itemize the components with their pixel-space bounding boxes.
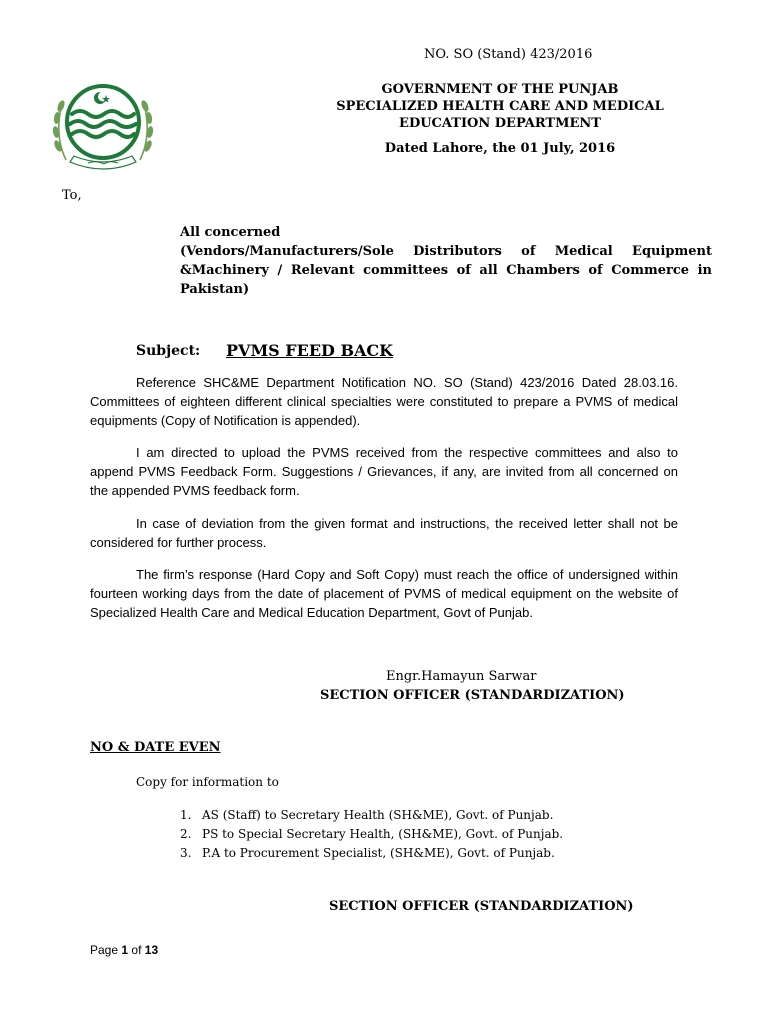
signatory-title: SECTION OFFICER (STANDARDIZATION) bbox=[320, 688, 625, 703]
list-item bbox=[180, 844, 563, 863]
second-signatory-title: SECTION OFFICER (STANDARDIZATION) bbox=[329, 899, 634, 914]
header-line-department: SPECIALIZED HEALTH CARE AND MEDICAL bbox=[336, 99, 664, 114]
reference-number: NO. SO (Stand) 423/2016 bbox=[424, 47, 593, 62]
to-label: To, bbox=[62, 188, 82, 203]
list-item bbox=[180, 806, 563, 825]
signatory-name: Engr.Hamayun Sarwar bbox=[386, 669, 537, 684]
page-total: 13 bbox=[144, 943, 159, 957]
page-footer bbox=[90, 943, 158, 957]
list-item bbox=[180, 825, 563, 844]
copy-for-information: Copy for information to bbox=[136, 775, 279, 789]
list-item-text: AS (Staff) to Secretary Health (SH&ME), Govt. of Punjab. bbox=[202, 808, 554, 822]
addressee-line: &Machinery / Relevant committees of all Chambers of Commerce in bbox=[180, 263, 712, 278]
no-and-date-even: NO & DATE EVEN bbox=[90, 740, 221, 755]
subject-label: Subject: bbox=[136, 343, 201, 359]
subject-text: PVMS FEED BACK bbox=[226, 341, 394, 360]
addressee-line: Pakistan) bbox=[180, 282, 250, 297]
punjab-government-emblem bbox=[48, 80, 158, 176]
list-item-number: 3. bbox=[180, 846, 192, 860]
list-item-number: 2. bbox=[180, 827, 192, 841]
copy-recipient-list bbox=[180, 806, 563, 863]
list-item-text: P.A to Procurement Specialist, (SH&ME), Govt. of Punjab. bbox=[202, 846, 555, 860]
list-item-number: 1. bbox=[180, 808, 192, 822]
header-line-education: EDUCATION DEPARTMENT bbox=[399, 116, 601, 131]
page-word: Page bbox=[90, 943, 119, 957]
page-number: 1 bbox=[121, 943, 129, 957]
list-item-text: PS to Special Secretary Health, (SH&ME), Govt. of Punjab. bbox=[202, 827, 564, 841]
addressee-line: (Vendors/Manufacturers/Sole Distributors of Medical Equipment bbox=[180, 244, 712, 259]
body-paragraph: The firm’s response (Hard Copy and Soft Copy) must reach the office of undersigned within fourteen working days from the date of placement of PVMS of medical equipment on the website of Specialized Health Care and Medical Education Department, Govt of Punjab. bbox=[90, 567, 678, 620]
body-paragraph: In case of deviation from the given format and instructions, the received letter shall not be considered for further process. bbox=[90, 516, 678, 550]
header-line-government: GOVERNMENT OF THE PUNJAB bbox=[381, 82, 619, 97]
addressee-line: All concerned bbox=[180, 225, 281, 240]
dated-line: Dated Lahore, the 01 July, 2016 bbox=[384, 141, 616, 156]
body-paragraph: I am directed to upload the PVMS received from the respective committees and also to append PVMS Feedback Form. Suggestions / Grievances, if any, are invited from all concerned on the appended PVMS feedback form. bbox=[90, 445, 678, 498]
of-word: of bbox=[131, 943, 142, 957]
body-paragraph: Reference SHC&ME Department Notification NO. SO (Stand) 423/2016 Dated 28.03.16. Committees of eighteen different clinical specialties were constituted to prepare a PVMS of medical equipments (Copy of Notification is appended). bbox=[90, 375, 678, 428]
